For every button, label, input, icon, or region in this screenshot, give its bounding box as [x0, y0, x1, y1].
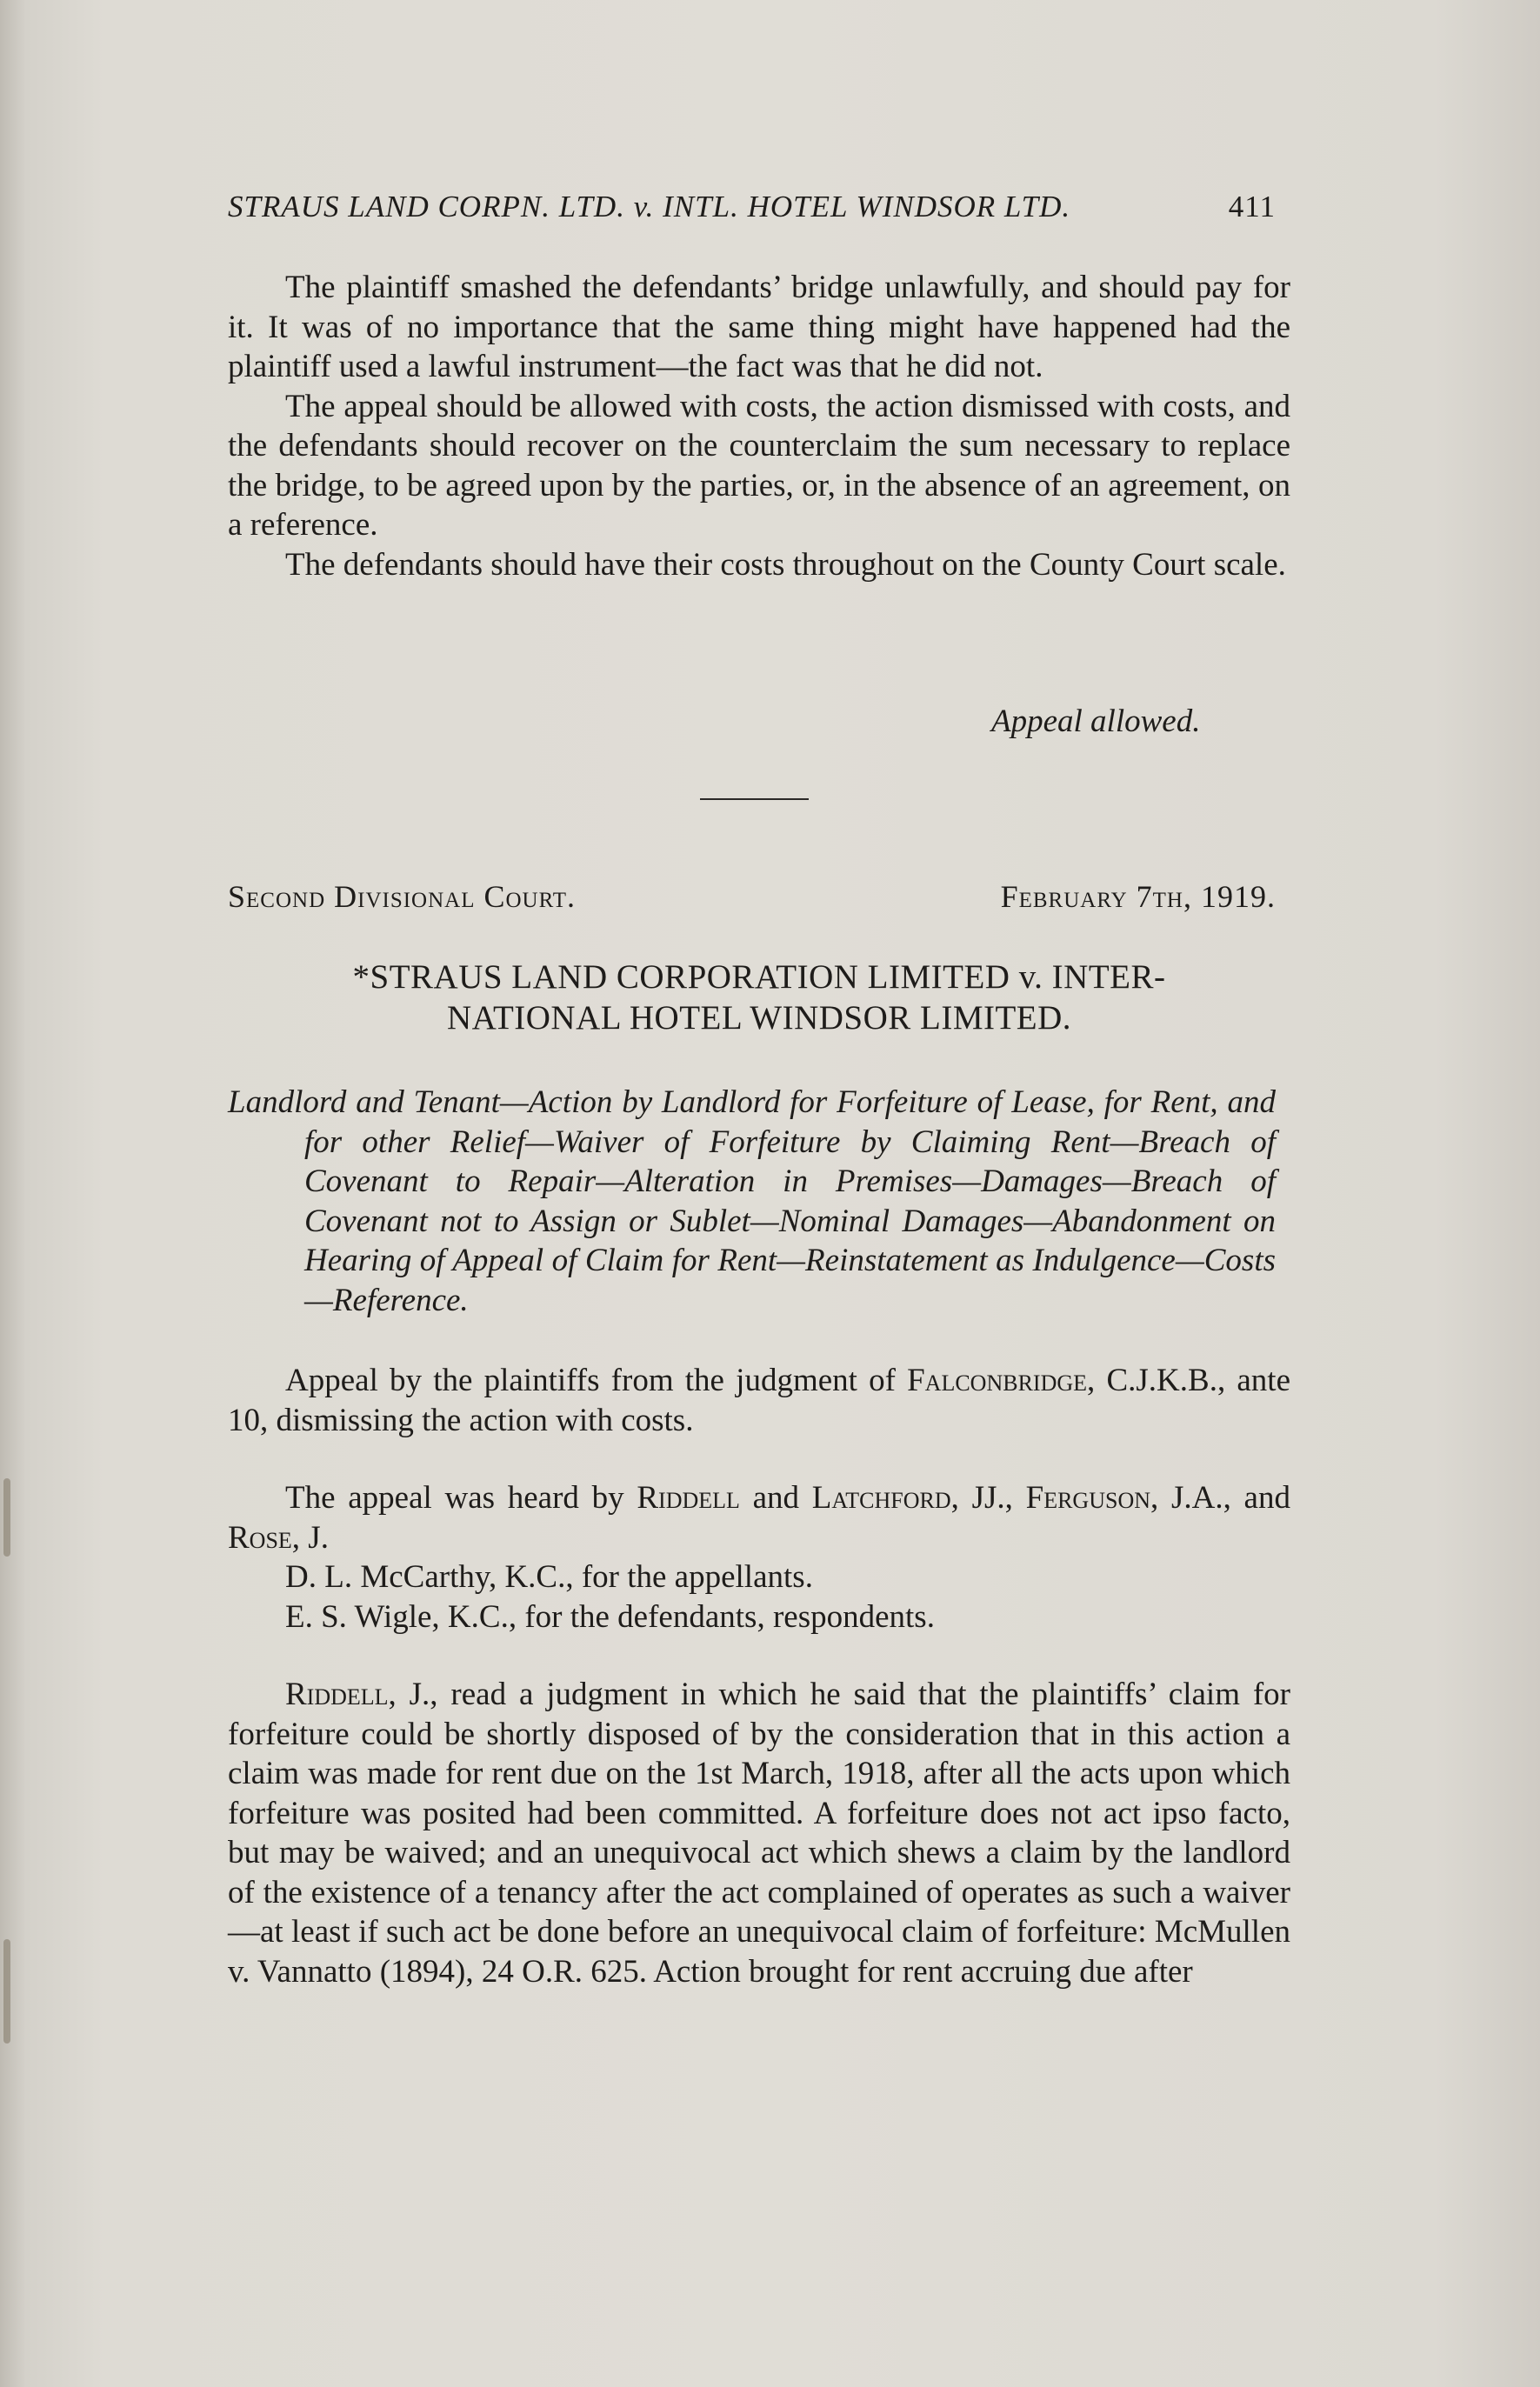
- court-date-line: [228, 878, 1276, 915]
- case-title: [228, 957, 1290, 1038]
- hearing-block: [228, 1478, 1290, 1637]
- judge-name: Latchford: [811, 1480, 951, 1516]
- running-title: STRAUS LAND CORPN. LTD. v. INTL. HOTEL WINDSOR LTD.: [228, 190, 1071, 223]
- counsel-appellants: D. L. McCarthy, K.C., for the appellants.: [285, 1559, 813, 1595]
- case-title-line: *STRAUS LAND CORPORATION LIMITED v. INTER-: [352, 958, 1166, 996]
- page-number: 411: [1228, 190, 1276, 223]
- top-text: [228, 268, 1290, 584]
- judge-name: Rose: [228, 1519, 292, 1556]
- judgment-paragraph: [228, 1675, 1290, 1991]
- result-line: Appeal allowed.: [991, 703, 1201, 739]
- judge-name: Falconbridge: [907, 1363, 1088, 1398]
- divider: [700, 798, 809, 800]
- judge-name: Riddell: [285, 1677, 389, 1712]
- judgment-text: , J., read a judgment in which he said that the plaintiffs’ claim for forfeiture could be shortly disposed of by the consideration that in this action a claim was made for rent due on the 1st March, 1918, after all the acts upon which forfeiture was posited had been committed. A forfeiture does not act ipso facto, but may be waived; and an unequivocal act which shews a claim by the landlord of the existence of a tenancy after the act complained of operates as such a waiver—at least if such act be done before an unequivocal claim of forfeiture: McMullen v. Vannatto (1894), 24 O.R. 625. Action brought for rent accruing due after: [228, 1677, 1290, 1990]
- paragraph: The plaintiff smashed the defendants’ bridge unlawfully, and should pay for it. It was of no importance that the same thing might have happened had the plaintiff used a lawful instrument—the fact was that he did not.: [228, 270, 1290, 384]
- heard-paragraph: The appeal was heard by Riddell and Latchford, JJ., Ferguson, J.A., and Rose, J.: [228, 1480, 1290, 1556]
- appeal-paragraph: [228, 1361, 1290, 1440]
- counsel-respondents: E. S. Wigle, K.C., for the defendants, respondents.: [285, 1598, 935, 1635]
- headnote: Landlord and Tenant—Action by Landlord for Forfeiture of Lease, for Rent, and for other Relief—Waiver of Forfeiture by Claiming Rent—Breach of Covenant to Repair—Alteration in Premises—Damages—Breach of Covenant not to Assign or Sublet—Nominal Damages—Abandonment on Hearing of Appeal of Claim for Rent—Reinstatement as Indulgence—Costs—Reference.: [228, 1084, 1276, 1318]
- text-run: , C.J.K.B., ante 10, dismissing the action with costs.: [228, 1363, 1290, 1438]
- case-title-line: NATIONAL HOTEL WINDSOR LIMITED.: [446, 999, 1072, 1037]
- edge-stain: [3, 1478, 10, 1557]
- paragraph: The appeal should be allowed with costs, the action dismissed with costs, and the defendants should recover on the counterclaim the sum necessary to replace the bridge, to be agreed upon by the parties, or, in the absence of an agreement, on a reference.: [228, 388, 1290, 543]
- paragraph: The defendants should have their costs throughout on the County Court scale.: [285, 546, 1286, 583]
- decision-date: February 7th, 1919.: [1000, 879, 1276, 914]
- running-header: [228, 190, 1276, 224]
- text-run: Appeal by the plaintiffs from the judgment of: [285, 1363, 908, 1398]
- judge-name: Riddell: [637, 1480, 740, 1516]
- judge-name: Ferguson: [1025, 1480, 1150, 1516]
- court-name: Second Divisional Court.: [228, 879, 577, 914]
- edge-stain: [3, 1939, 10, 2044]
